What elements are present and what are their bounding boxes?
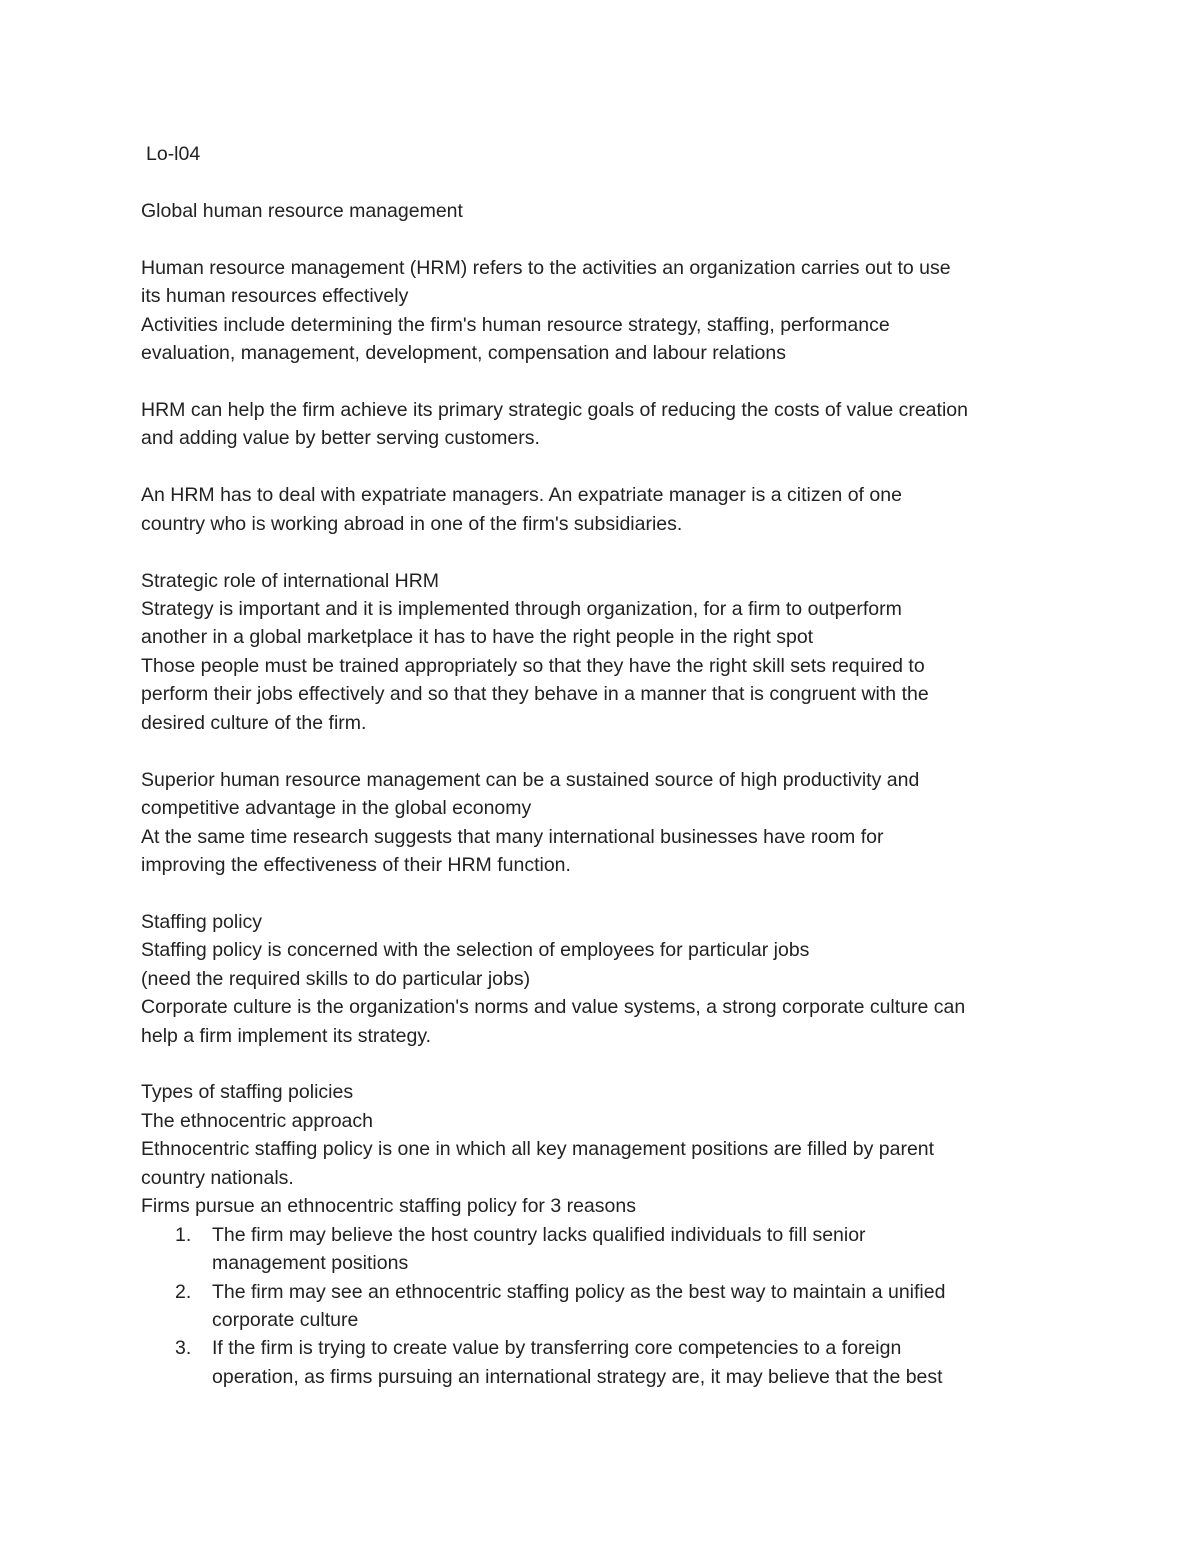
text-line: Firms pursue an ethnocentric staffing policy for 3 reasons (141, 1195, 636, 1218)
spacer (141, 453, 1071, 481)
section-heading: Types of staffing policies (141, 1081, 354, 1104)
spacer (141, 368, 1071, 396)
text-line: operation, as firms pursuing an international strategy are, it may believe that the best (212, 1365, 943, 1388)
text-line: At the same time research suggests that many international businesses have room for (141, 825, 884, 848)
text-line: country who is working abroad in one of the firm's subsidiaries. (141, 512, 683, 535)
list-item-number: 3. (175, 1337, 192, 1360)
text-line: The firm may see an ethnocentric staffing policy as the best way to maintain a unified (212, 1280, 946, 1303)
paragraph-superior-hrm (141, 766, 1071, 880)
text-line: help a firm implement its strategy. (141, 1024, 432, 1047)
section-heading: Strategic role of international HRM (141, 569, 440, 592)
text-line: The firm may believe the host country lacks qualified individuals to fill senior (212, 1223, 866, 1246)
list-item (141, 1334, 1071, 1391)
subsection-heading: The ethnocentric approach (141, 1109, 373, 1132)
spacer (141, 168, 1071, 196)
list-item-number: 2. (175, 1280, 192, 1303)
text-line: country nationals. (141, 1166, 294, 1189)
text-line: desired culture of the firm. (141, 711, 367, 734)
text-line: Ethnocentric staffing policy is one in which all key management positions are filled by parent (141, 1138, 935, 1161)
text-line: competitive advantage in the global economy (141, 797, 532, 820)
text-line: Staffing policy is concerned with the selection of employees for particular jobs (141, 939, 810, 962)
text-line: improving the effectiveness of their HRM function. (141, 853, 571, 876)
spacer (141, 879, 1071, 907)
reasons-list (141, 1221, 1071, 1392)
spacer (141, 1050, 1071, 1078)
paragraph-hrm-goals (141, 396, 1071, 453)
text-line: corporate culture (212, 1308, 359, 1331)
text-line: If the firm is trying to create value by transferring core competencies to a foreign (212, 1337, 902, 1360)
text-line: perform their jobs effectively and so that they behave in a manner that is congruent with the (141, 683, 929, 706)
text-line: Human resource management (HRM) refers to the activities an organization carries out to use (141, 256, 951, 279)
text-line: Strategy is important and it is implemented through organization, for a firm to outperform (141, 598, 902, 620)
text-line: Superior human resource management can be a sustained source of high productivity and (141, 768, 920, 791)
document-heading: Global human resource management (141, 199, 463, 222)
text-line: another in a global marketplace it has to have the right people in the right spot (141, 626, 814, 649)
text-line: An HRM has to deal with expatriate managers. An expatriate manager is a citizen of one (141, 484, 902, 507)
section-staffing-policy (141, 908, 1071, 1050)
text-line: Activities include determining the firm's human resource strategy, staffing, performance (141, 313, 890, 336)
document-title: Lo-l04 (146, 143, 201, 165)
section-staffing-types (141, 1078, 1071, 1220)
text-line: management positions (212, 1252, 409, 1275)
text-line: and adding value by better serving customers. (141, 427, 540, 450)
text-line: evaluation, management, development, compensation and labour relations (141, 342, 786, 365)
paragraph-hrm-definition (141, 254, 1071, 368)
text-line: Those people must be trained appropriately so that they have the right skill sets required to (141, 654, 925, 677)
section-heading: Staffing policy (141, 910, 263, 933)
spacer (141, 737, 1071, 765)
text-line: Corporate culture is the organization's norms and value systems, a strong corporate culture can (141, 996, 966, 1019)
text-line: HRM can help the firm achieve its primary strategic goals of reducing the costs of value creation (141, 398, 968, 421)
list-item (141, 1278, 1071, 1335)
section-strategic-role (141, 567, 1071, 738)
list-item (141, 1221, 1071, 1278)
spacer (141, 225, 1071, 253)
text-line: its human resources effectively (141, 285, 409, 308)
list-item-number: 1. (175, 1223, 192, 1246)
document-body (141, 140, 1071, 1391)
spacer (141, 538, 1071, 566)
paragraph-expatriates (141, 481, 1071, 538)
text-line: (need the required skills to do particular jobs) (141, 967, 531, 990)
